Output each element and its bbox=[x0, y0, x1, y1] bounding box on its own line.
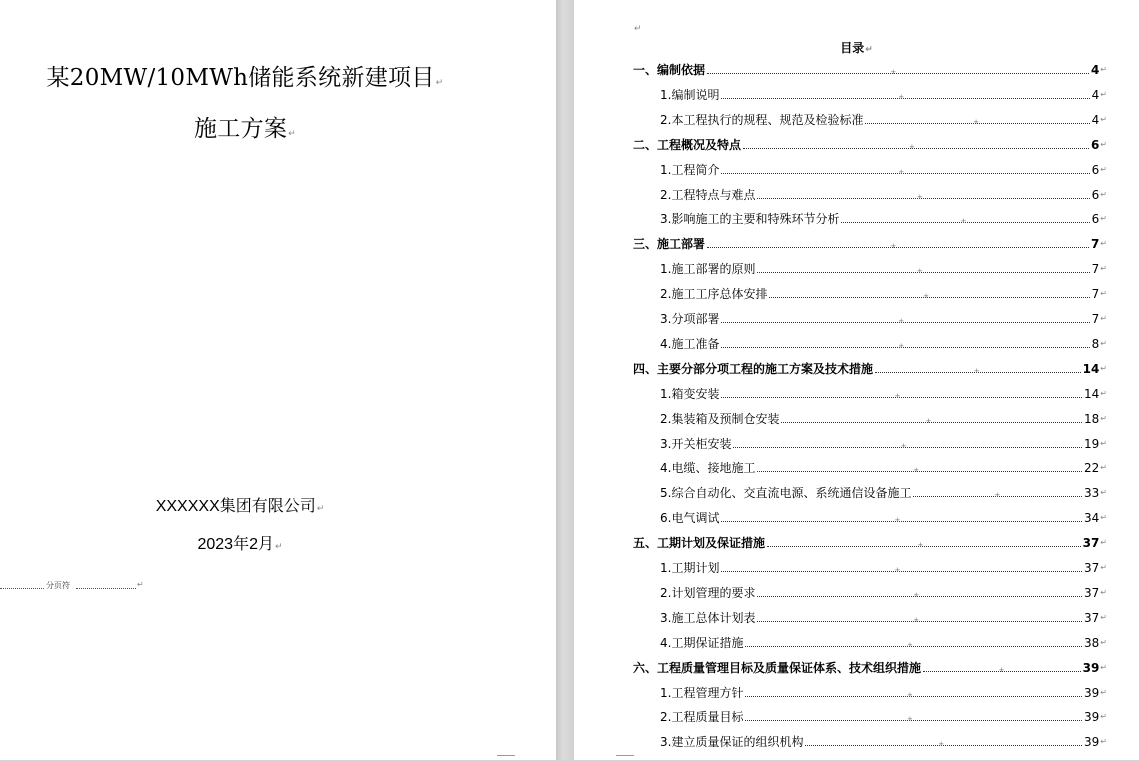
toc-dot-leader bbox=[757, 621, 1082, 622]
paragraph-mark-icon: ↵ bbox=[137, 580, 144, 589]
paragraph-mark-icon: ↵ bbox=[1100, 363, 1107, 373]
toc-heading: 目录↵ bbox=[840, 41, 873, 55]
toc-dot-leader bbox=[743, 148, 1089, 149]
toc-dot-leader bbox=[733, 447, 1082, 448]
toc-entry[interactable] bbox=[633, 358, 1107, 376]
toc-entry-text: 一、编制依据 bbox=[633, 63, 706, 77]
toc-entry-page: 4 bbox=[1091, 87, 1100, 102]
page-break-label: 分页符 bbox=[46, 581, 70, 590]
paragraph-mark-icon: ↵ bbox=[1100, 388, 1107, 398]
toc-entry-text: 4.电缆、接地施工 bbox=[660, 461, 756, 476]
toc-entry-text: 3.影响施工的主要和特殊环节分析 bbox=[660, 212, 840, 227]
paragraph-mark-icon: ↵ bbox=[1100, 289, 1107, 299]
toc-entry-page: 14 bbox=[1082, 361, 1100, 376]
toc-entry[interactable] bbox=[660, 84, 1107, 102]
paragraph-mark-icon: ↵ bbox=[1100, 538, 1107, 548]
paragraph-mark-icon: ↵ bbox=[1100, 164, 1107, 174]
cover-title-line-2: 施工方案↵ bbox=[193, 116, 297, 142]
toc-entry[interactable] bbox=[660, 482, 1107, 500]
paragraph-mark-icon: ↵ bbox=[1100, 612, 1107, 622]
toc-dot-leader bbox=[721, 173, 1089, 174]
paragraph-mark-icon: ↵ bbox=[435, 78, 444, 88]
toc-entry-page: 18 bbox=[1084, 411, 1100, 426]
toc-entry-page: 19 bbox=[1084, 436, 1100, 451]
toc-entry[interactable] bbox=[660, 557, 1107, 575]
toc-entry-page: 37 bbox=[1084, 585, 1100, 600]
paragraph-mark-icon: ↵ bbox=[1100, 413, 1107, 423]
paragraph-mark-icon: ↵ bbox=[1100, 338, 1107, 348]
toc-dot-leader bbox=[757, 272, 1089, 273]
paragraph-mark-icon: ↵ bbox=[1100, 214, 1107, 224]
toc-entry-page: 7 bbox=[1090, 237, 1100, 252]
toc-dot-leader bbox=[865, 123, 1089, 124]
paragraph-mark-icon: ↵ bbox=[1100, 89, 1107, 99]
toc-dot-leader bbox=[721, 571, 1082, 572]
toc-entry-text: 1.施工部署的原则 bbox=[660, 262, 756, 277]
toc-entry-page: 4 bbox=[1091, 112, 1100, 127]
toc-entry-page: 22 bbox=[1084, 461, 1100, 476]
paragraph-mark-icon: ↵ bbox=[274, 542, 283, 552]
page-corner-mark bbox=[497, 755, 515, 761]
toc-entry-text: 3.分项部署 bbox=[660, 312, 720, 326]
page-corner-mark bbox=[616, 755, 634, 761]
toc-dot-leader bbox=[721, 521, 1082, 522]
toc-entry-text: 三、施工部署 bbox=[633, 237, 706, 252]
toc-entry-text: 2.施工工序总体安排 bbox=[660, 287, 768, 302]
toc-entry-text: 6.电气调试 bbox=[660, 511, 720, 526]
toc-entry-page: 7 bbox=[1091, 287, 1100, 302]
toc-entry[interactable] bbox=[633, 532, 1107, 550]
paragraph-mark-icon: ↵ bbox=[634, 24, 642, 34]
toc-entry-text: 1.箱变安装 bbox=[660, 386, 720, 401]
toc-entry-text: 二、工程概况及特点 bbox=[633, 137, 742, 152]
toc-dot-leader bbox=[757, 198, 1089, 199]
toc-entry-page: 39 bbox=[1082, 660, 1100, 675]
cover-date: 2023年2月↵ bbox=[197, 536, 283, 553]
toc-dot-leader bbox=[781, 422, 1082, 423]
toc-dot-leader bbox=[707, 247, 1089, 248]
paragraph-mark-icon: ↵ bbox=[1100, 264, 1107, 274]
toc-dot-leader bbox=[757, 471, 1082, 472]
paragraph-mark-icon: ↵ bbox=[1100, 637, 1107, 647]
toc-entry[interactable] bbox=[660, 258, 1107, 276]
toc-entry[interactable] bbox=[660, 682, 1107, 700]
toc-entry[interactable] bbox=[660, 607, 1107, 625]
paragraph-mark-icon: ↵ bbox=[1100, 463, 1107, 473]
toc-entry[interactable] bbox=[633, 233, 1107, 251]
toc-entry-text: 1.工程简介 bbox=[660, 162, 720, 177]
toc-entry[interactable] bbox=[660, 582, 1107, 600]
paragraph-mark-icon: ↵ bbox=[1100, 239, 1107, 249]
toc-entry[interactable] bbox=[660, 457, 1107, 475]
cover-page bbox=[0, 0, 556, 760]
toc-page bbox=[574, 0, 1139, 760]
paragraph-mark-icon: ↵ bbox=[1100, 65, 1107, 74]
toc-entry[interactable] bbox=[660, 507, 1107, 525]
toc-entry[interactable] bbox=[660, 283, 1107, 301]
toc-entry-text: 3.施工总体计划表 bbox=[660, 610, 756, 625]
toc-entry-text: 5.综合自动化、交直流电源、系统通信设备施工 bbox=[660, 486, 912, 501]
paragraph-mark-icon: ↵ bbox=[1100, 189, 1107, 199]
paragraph-mark-icon: ↵ bbox=[1100, 488, 1107, 498]
toc-entry[interactable] bbox=[660, 159, 1107, 177]
toc-entry[interactable] bbox=[633, 59, 1107, 77]
paragraph-mark-icon: ↵ bbox=[1100, 712, 1107, 722]
toc-entry-text: 2.本工程执行的规程、规范及检验标准 bbox=[660, 112, 864, 127]
toc-entry[interactable] bbox=[660, 433, 1107, 451]
toc-entry[interactable] bbox=[660, 408, 1107, 426]
toc-dot-leader bbox=[745, 646, 1082, 647]
toc-entry-page: 7 bbox=[1091, 262, 1100, 277]
cover-company: XXXXXX集团有限公司↵ bbox=[155, 498, 325, 515]
toc-entry[interactable] bbox=[633, 134, 1107, 152]
toc-entry-page: 39 bbox=[1084, 710, 1100, 725]
toc-dot-leader bbox=[721, 322, 1089, 323]
toc-dot-leader bbox=[721, 397, 1082, 398]
toc-entry-text: 六、工程质量管理目标及质量保证体系、技术组织措施 bbox=[633, 660, 922, 675]
page-break-marker bbox=[0, 578, 150, 594]
toc-dot-leader bbox=[875, 372, 1081, 373]
toc-entry[interactable] bbox=[660, 109, 1107, 127]
toc-entry-page: 4 bbox=[1090, 63, 1100, 77]
toc-entry-text: 四、主要分部分项工程的施工方案及技术措施 bbox=[633, 361, 874, 376]
paragraph-mark-icon: ↵ bbox=[1100, 314, 1107, 323]
toc-entry-page: 6 bbox=[1090, 137, 1100, 152]
toc-dot-leader bbox=[923, 671, 1081, 672]
cover-title-line-1: 某20MW/10MWh储能系统新建项目↵ bbox=[46, 65, 444, 91]
toc-entry[interactable] bbox=[660, 208, 1107, 226]
paragraph-mark-icon: ↵ bbox=[316, 504, 325, 514]
toc-entry-text: 1.工程管理方针 bbox=[660, 685, 744, 700]
toc-dot-leader bbox=[841, 222, 1089, 223]
toc-entry[interactable] bbox=[660, 706, 1107, 724]
paragraph-mark-icon: ↵ bbox=[1100, 737, 1107, 747]
toc-entry-text: 2.工程质量目标 bbox=[660, 710, 744, 725]
paragraph-mark-icon: ↵ bbox=[1100, 513, 1107, 523]
toc-entry-page: 37 bbox=[1084, 561, 1100, 575]
paragraph-mark-icon: ↵ bbox=[1100, 662, 1107, 672]
toc-dot-leader bbox=[913, 496, 1082, 497]
paragraph-mark-icon: ↵ bbox=[1100, 139, 1107, 149]
paragraph-mark-icon: ↵ bbox=[865, 45, 873, 55]
toc-entry[interactable] bbox=[660, 632, 1107, 650]
toc-entry[interactable] bbox=[633, 657, 1107, 675]
toc-entry-text: 2.工程特点与难点 bbox=[660, 187, 756, 202]
toc-entry-page: 34 bbox=[1084, 511, 1100, 526]
toc-entry-page: 38 bbox=[1084, 635, 1100, 650]
paragraph-mark-icon: ↵ bbox=[1100, 114, 1107, 124]
toc-dot-leader bbox=[745, 720, 1082, 721]
toc-entry-page: 14 bbox=[1084, 386, 1100, 401]
toc-entry-text: 2.集装箱及预制仓安装 bbox=[660, 411, 780, 426]
paragraph-mark-icon: ↵ bbox=[1100, 687, 1107, 697]
toc-entry-page: 6 bbox=[1091, 212, 1100, 227]
toc-entry-text: 1.工期计划 bbox=[660, 561, 720, 575]
toc-entry-page: 33 bbox=[1084, 486, 1100, 501]
toc-entry-page: 39 bbox=[1084, 735, 1100, 750]
toc-dot-leader bbox=[805, 745, 1082, 746]
page-gap bbox=[556, 0, 574, 760]
toc-dot-leader bbox=[721, 347, 1089, 348]
toc-entry[interactable] bbox=[660, 308, 1107, 326]
toc-entry[interactable] bbox=[660, 383, 1107, 401]
toc-entry-text: 4.施工准备 bbox=[660, 336, 720, 351]
toc-entry-page: 6 bbox=[1091, 162, 1100, 177]
toc-entry-text: 3.建立质量保证的组织机构 bbox=[660, 735, 804, 750]
toc-entry-text: 2.计划管理的要求 bbox=[660, 585, 756, 600]
paragraph-mark-icon: ↵ bbox=[1100, 438, 1107, 448]
toc-entry[interactable] bbox=[660, 184, 1107, 202]
toc-entry-page: 7 bbox=[1091, 312, 1100, 326]
toc-dot-leader bbox=[745, 696, 1082, 697]
paragraph-mark-icon: ↵ bbox=[1100, 587, 1107, 597]
toc-entry-page: 37 bbox=[1084, 610, 1100, 625]
toc-entry-page: 6 bbox=[1091, 187, 1100, 202]
toc-dot-leader bbox=[721, 98, 1089, 99]
toc-dot-leader bbox=[767, 546, 1081, 547]
toc-entry-text: 五、工期计划及保证措施 bbox=[633, 536, 766, 551]
toc-entry-page: 39 bbox=[1084, 685, 1100, 700]
toc-entry-text: 1.编制说明 bbox=[660, 87, 720, 102]
toc-entry-text: 4.工期保证措施 bbox=[660, 635, 744, 650]
paragraph-mark-icon: ↵ bbox=[288, 129, 297, 139]
toc-entry[interactable] bbox=[660, 731, 1107, 749]
toc-dot-leader bbox=[707, 73, 1089, 74]
toc-entry-page: 37 bbox=[1082, 536, 1100, 551]
toc-entry-page: 8 bbox=[1091, 336, 1100, 351]
toc-entry-text: 3.开关柜安装 bbox=[660, 436, 732, 451]
toc-dot-leader bbox=[757, 596, 1082, 597]
toc-entry[interactable] bbox=[660, 333, 1107, 351]
paragraph-mark-icon: ↵ bbox=[1100, 563, 1107, 572]
toc-dot-leader bbox=[769, 297, 1089, 298]
